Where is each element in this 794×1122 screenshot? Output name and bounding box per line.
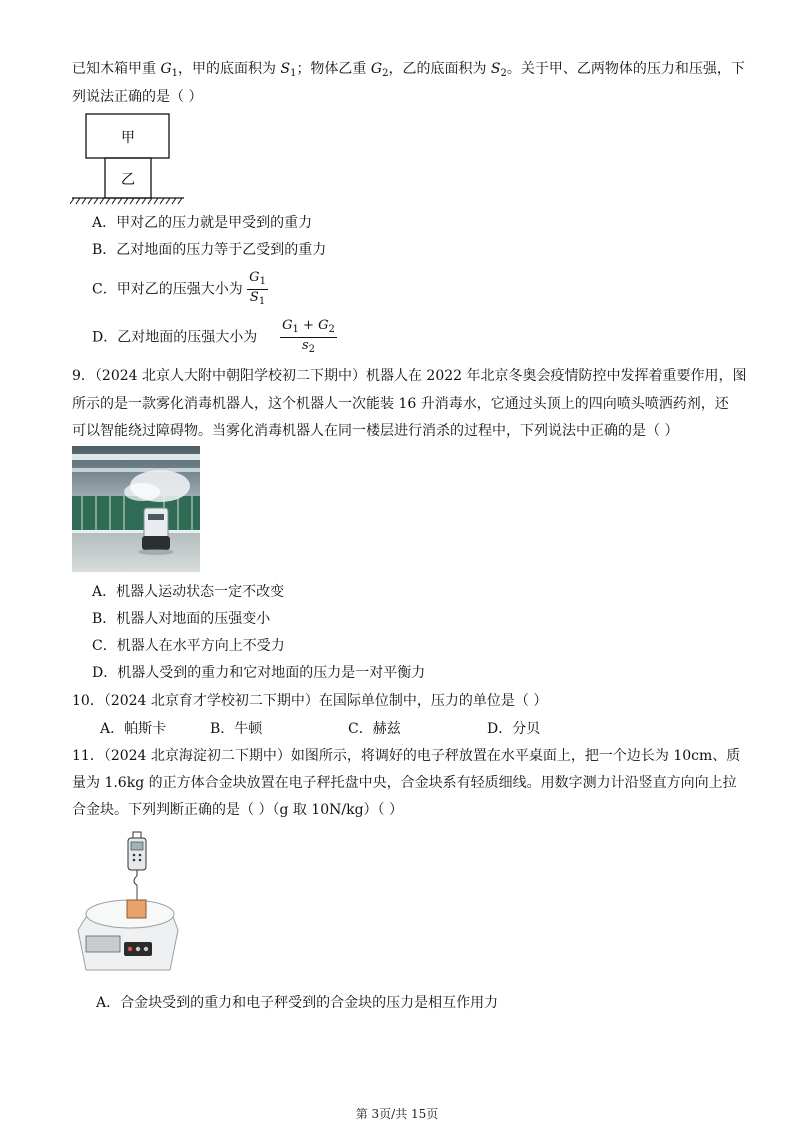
q8-figure bbox=[70, 113, 190, 205]
symbol-g2: G bbox=[370, 61, 383, 77]
denominator: s bbox=[301, 338, 309, 353]
ground-hatching bbox=[70, 198, 182, 204]
q9-stem-line-2: 所示的是一款雾化消毒机器人，这个机器人一次能装 16 升消毒水，它通过头顶上的四向喷头喷洒药剂，还 bbox=[72, 396, 729, 412]
q9-stem-line-1: 9．（2024 北京人大附中朝阳学校初二下期中）机器人在 2022 年北京冬奥会疫情防控中发挥着重要作用，图 bbox=[72, 368, 747, 384]
fraction-g1-over-s1 bbox=[247, 270, 268, 309]
q11-stem-line-1: 11．（2024 北京海淀初二下期中）如图所示，将调好的电子秤放置在水平桌面上，把一个边长为 10cm、质 bbox=[72, 748, 741, 764]
robot-photo bbox=[72, 446, 200, 572]
numerator: G bbox=[249, 270, 260, 285]
q9-option-d: D．机器人受到的重力和它对地面的压力是一对平衡力 bbox=[92, 665, 426, 681]
q8-option-d bbox=[92, 318, 337, 357]
fraction-g1-plus-g2-over-s2 bbox=[280, 318, 337, 357]
q8-option-b: B．乙对地面的压力等于乙受到的重力 bbox=[92, 242, 327, 258]
q9-stem-line-3: 可以智能绕过障碍物。当雾化消毒机器人在同一楼层进行消杀的过程中，下列说法中正确的是（ ） bbox=[72, 423, 679, 439]
q8-text: ，乙的底面积为 bbox=[388, 61, 491, 77]
q8-text: 已知木箱甲重 bbox=[72, 61, 161, 77]
subscript: 1 bbox=[171, 68, 179, 79]
scale-figure bbox=[72, 830, 184, 980]
q11-option-a: A．合金块受到的重力和电子秤受到的合金块的压力是相互作用力 bbox=[96, 995, 499, 1011]
q10-option-b: B．牛顿 bbox=[210, 721, 263, 737]
q8-option-a: A．甲对乙的压力就是甲受到的重力 bbox=[92, 215, 313, 231]
q8-text: ；物体乙重 bbox=[296, 61, 371, 77]
label-yi: 乙 bbox=[121, 172, 135, 188]
numerator-a: G bbox=[282, 318, 293, 333]
subscript: 2 bbox=[308, 344, 316, 355]
subscript: 1 bbox=[290, 68, 297, 79]
q8-option-c bbox=[92, 270, 268, 309]
denominator: S bbox=[249, 290, 259, 305]
robot-photo-illustration bbox=[72, 446, 200, 572]
q8-stem-line-2: 列说法正确的是（ ） bbox=[72, 89, 203, 105]
alloy-block bbox=[127, 900, 146, 918]
q8-text: ，甲的底面积为 bbox=[178, 61, 281, 77]
subscript: 2 bbox=[382, 68, 389, 79]
q9-option-b: B．机器人对地面的压强变小 bbox=[92, 611, 271, 627]
q9-option-c: C．机器人在水平方向上不受力 bbox=[92, 638, 285, 654]
label-jia: 甲 bbox=[121, 130, 135, 146]
subscript: 2 bbox=[328, 324, 335, 335]
q10-option-a: A．帕斯卡 bbox=[100, 721, 167, 737]
symbol-s2: S bbox=[490, 61, 501, 77]
subscript: 1 bbox=[292, 324, 299, 335]
q8-stem-line-1 bbox=[72, 59, 745, 84]
plus-sign: + bbox=[298, 318, 319, 333]
numerator-b: G bbox=[318, 318, 329, 333]
q10-option-c: C．赫兹 bbox=[348, 721, 401, 737]
q10-option-d: D．分贝 bbox=[487, 721, 541, 737]
symbol-g1: G bbox=[160, 61, 172, 77]
q11-stem-line-3: 合金块。下列判断正确的是（ ）（g 取 10N/kg）（ ） bbox=[72, 802, 403, 818]
subscript: 2 bbox=[500, 68, 507, 79]
symbol-s1: S bbox=[280, 61, 291, 77]
q9-option-a: A．机器人运动状态一定不改变 bbox=[92, 584, 285, 600]
subscript: 1 bbox=[258, 296, 266, 307]
q11-stem-line-2: 量为 1.6kg 的正方体合金块放置在电子秤托盘中央，合金块系有轻质细线。用数字测力计沿竖直方向向上拉 bbox=[72, 775, 737, 791]
q8-text: 。关于甲、乙两物体的压力和压强，下 bbox=[506, 61, 745, 77]
q10-stem: 10．（2024 北京育才学校初二下期中）在国际单位制中，压力的单位是（ ） bbox=[72, 693, 548, 709]
subscript: 1 bbox=[259, 276, 266, 287]
q8-option-c-text: C．甲对乙的压强大小为 bbox=[92, 281, 243, 298]
q8-option-d-text: D．乙对地面的压强大小为 bbox=[92, 329, 258, 346]
page-footer: 第 3页/共 15页 bbox=[355, 1107, 439, 1121]
